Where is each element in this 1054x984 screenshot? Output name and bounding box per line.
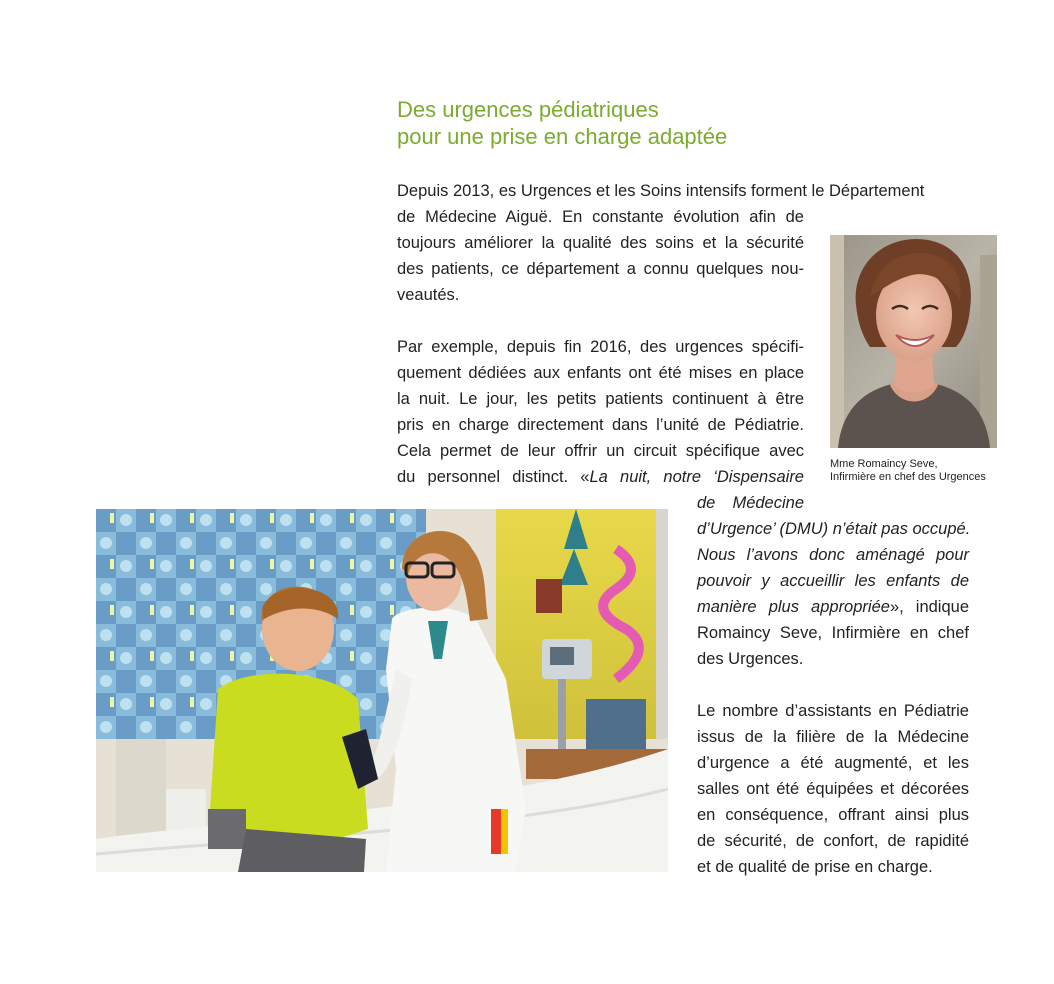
quote-line-11 <box>697 594 969 620</box>
quote-start: La nuit, notre ‘Dispensaire <box>589 468 804 486</box>
intro-line-5: veautés. <box>397 286 460 304</box>
quote-line-8: d’Urgence’ (DMU) n’était pas occupé. <box>697 520 971 538</box>
paragraph-example-continued <box>697 490 969 672</box>
title-line-2: pour une prise en charge adaptée <box>397 124 728 149</box>
quote-line-7: de Médecine <box>697 494 804 512</box>
example-line-2: quement dédiées aux enfants ont été mises en place <box>397 364 804 382</box>
intro-line-4: des patients, ce département a connu quelques nou- <box>397 260 804 278</box>
intro-line-3: toujours améliorer la qualité des soins et la sécurité <box>397 234 804 252</box>
example-line-5: Cela permet de leur offrir un circuit spécifique avec <box>397 442 804 460</box>
assistants-line-5: en conséquence, offrant ainsi plus <box>697 806 969 824</box>
intro-line-1: Depuis 2013, es Urgences et les Soins intensifs forment le Département <box>397 182 925 200</box>
intro-line-2: de Médecine Aiguë. En constante évolution afin de <box>397 208 804 226</box>
assistants-line-6: de sécurité, de confort, de rapidité <box>697 832 969 850</box>
example-line-6 <box>397 464 804 490</box>
assistants-line-4: salles ont été équipées et décorées <box>697 780 969 798</box>
quote-line-10: pouvoir y accueillir les enfants de <box>697 572 969 590</box>
caption-role: Infirmière en chef des Urgences <box>830 471 986 483</box>
portrait-photo <box>830 235 997 448</box>
assistants-line-2: issus de la filière de la Médecine <box>697 728 969 746</box>
caption-name: Mme Romaincy Seve, <box>830 458 938 470</box>
paragraph-assistants <box>697 698 969 880</box>
example-line-1: Par exemple, depuis fin 2016, des urgences spécifi- <box>397 338 804 356</box>
example-line-11b: », indique <box>889 598 969 616</box>
title-line-1: Des urgences pédiatriques <box>397 97 659 122</box>
assistants-line-3: d’urgence a été augmenté, et les <box>697 754 969 772</box>
example-line-4: pris en charge directement dans l’unité de Pédiatrie. <box>397 416 804 434</box>
example-line-6a: du personnel distinct. « <box>397 468 590 486</box>
assistants-line-7: et de qualité de prise en charge. <box>697 858 933 876</box>
nurse-child-photo <box>96 509 668 872</box>
article-title <box>397 96 727 150</box>
paragraph-example <box>397 334 804 490</box>
example-line-3: la nuit. Le jour, les petits patients continuent à être <box>397 390 804 408</box>
quote-line-9: Nous l’avons donc aménagé pour <box>697 546 969 564</box>
example-line-12: Romaincy Seve, Infirmière en chef <box>697 624 969 642</box>
quote-end: manière plus appropriée <box>697 598 890 616</box>
assistants-line-1: Le nombre d’assistants en Pédiatrie <box>697 702 969 720</box>
example-line-13: des Urgences. <box>697 650 804 668</box>
portrait-caption <box>830 458 986 484</box>
